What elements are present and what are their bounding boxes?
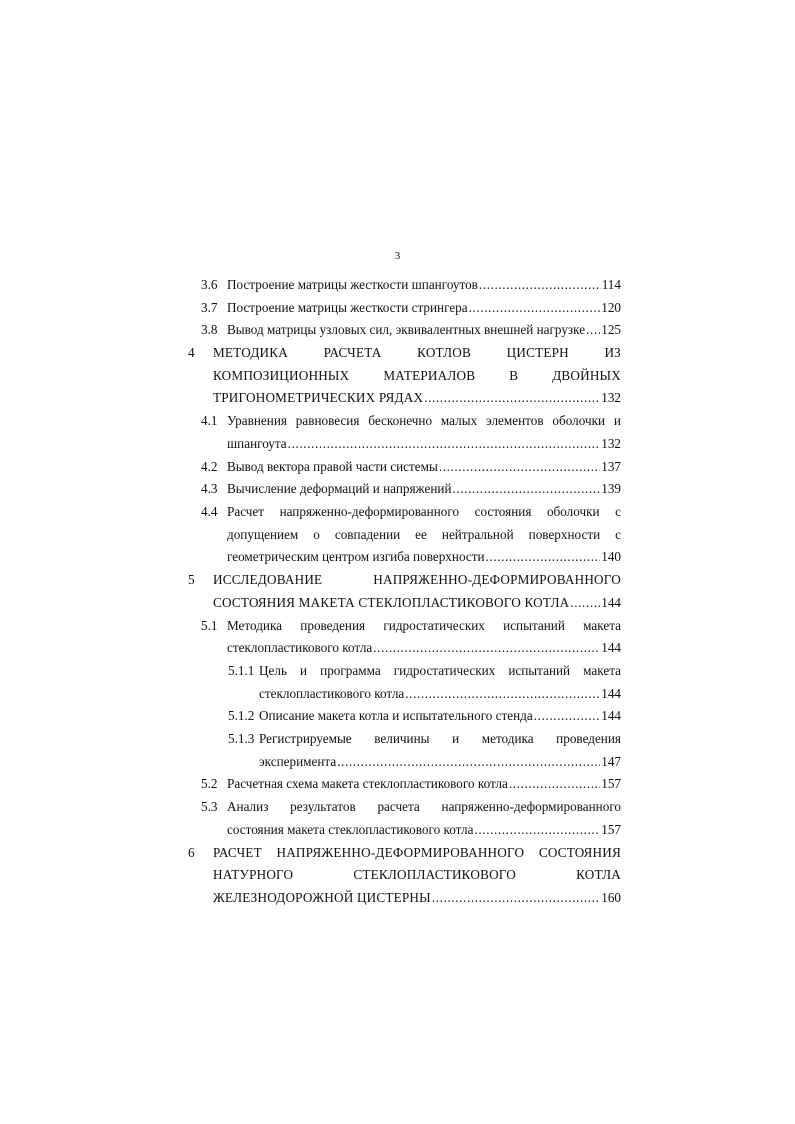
toc-entry-page: 120 bbox=[601, 299, 621, 315]
dot-leader bbox=[424, 387, 600, 410]
page-number: 3 bbox=[394, 250, 401, 262]
toc-entry-number: 4.4 bbox=[201, 504, 218, 519]
toc-entry-page: 157 bbox=[601, 776, 621, 792]
toc-entry-title-line: ЖЕЛЕЗНОДОРОЖНОЙ ЦИСТЕРНЫ bbox=[213, 889, 431, 905]
toc-entry-last-line bbox=[227, 478, 621, 501]
toc-entry-number: 4.1 bbox=[201, 413, 218, 429]
toc-entry-number: 5 bbox=[188, 572, 195, 588]
dot-leader bbox=[486, 546, 601, 569]
toc-entry-title-line: стеклопластикового котла bbox=[259, 685, 405, 701]
toc-entry-title-line: Методика проведения гидростатических испытаний макета bbox=[227, 617, 621, 633]
toc-entry-page: 140 bbox=[601, 549, 621, 565]
toc-entry-page: 144 bbox=[601, 594, 621, 610]
toc-entry-page: 144 bbox=[601, 685, 621, 701]
toc-entry-title-line: шпангоута bbox=[227, 435, 287, 451]
toc-entry[interactable] bbox=[0, 728, 795, 773]
toc-entry[interactable] bbox=[0, 501, 795, 569]
toc-entry-last-line bbox=[227, 546, 621, 569]
toc-entry-number: 5.1 bbox=[201, 617, 218, 633]
toc-entry-number: 3.7 bbox=[201, 299, 218, 315]
toc-entry-page: 114 bbox=[601, 277, 621, 292]
toc-entry-page: 137 bbox=[601, 458, 621, 474]
toc-entry-number: 5.2 bbox=[201, 776, 218, 792]
toc-entry-number: 5.1.3 bbox=[228, 731, 255, 746]
toc-entry[interactable] bbox=[0, 796, 795, 841]
toc-entry[interactable] bbox=[0, 615, 795, 660]
dot-leader bbox=[469, 297, 601, 320]
toc-entry-number: 4.2 bbox=[201, 458, 218, 474]
toc-entry-number: 5.1.1 bbox=[228, 662, 255, 678]
dot-leader bbox=[453, 478, 601, 501]
toc-entry-last-line bbox=[213, 887, 621, 910]
toc-entry-title-line: Регистрируемые величины и методика проведения bbox=[259, 731, 621, 746]
toc-entry-last-line bbox=[213, 387, 621, 410]
dot-leader bbox=[509, 773, 600, 796]
toc-entry-title-line: эксперимента bbox=[259, 753, 337, 769]
toc-entry-last-line bbox=[227, 637, 621, 660]
toc-entry-title-line: геометрическим центром изгиба поверхности bbox=[227, 549, 485, 565]
toc-entry[interactable] bbox=[0, 705, 795, 728]
dot-leader bbox=[534, 705, 600, 728]
toc-entry[interactable] bbox=[0, 297, 795, 320]
toc-entry-page: 125 bbox=[601, 322, 621, 338]
toc-entry-page: 160 bbox=[601, 889, 621, 905]
toc-entry-title-line: состояния макета стеклопластикового котла bbox=[227, 821, 474, 837]
toc-entry-title-line: НАТУРНОГО СТЕКЛОПЛАСТИКОВОГО КОТЛА bbox=[213, 867, 621, 883]
toc-entry[interactable] bbox=[0, 319, 795, 342]
toc-entry-title-line: ТРИГОНОМЕТРИЧЕСКИХ РЯДАХ bbox=[213, 390, 424, 406]
toc-entry[interactable] bbox=[0, 342, 795, 410]
toc-entry-title-line: КОМПОЗИЦИОННЫХ МАТЕРИАЛОВ В ДВОЙНЫХ bbox=[213, 367, 621, 383]
toc-entry-title-line: допущением о совпадении ее нейтральной поверхности с bbox=[227, 526, 621, 542]
toc-entry-last-line bbox=[227, 433, 621, 456]
toc-entry-title-line: СОСТОЯНИЯ МАКЕТА СТЕКЛОПЛАСТИКОВОГО КОТЛА bbox=[213, 594, 570, 610]
dot-leader bbox=[373, 637, 600, 660]
toc-entry-title-line: Анализ результатов расчета напряженно-деформированного bbox=[227, 799, 621, 815]
toc-entry-title-line: Построение матрицы жесткости стрингера bbox=[227, 299, 468, 315]
toc-entry-page: 144 bbox=[601, 640, 621, 656]
toc-entry[interactable] bbox=[0, 773, 795, 796]
toc-entry-page: 157 bbox=[601, 821, 621, 837]
toc-entry-page: 132 bbox=[601, 390, 621, 406]
toc-entry-title-line: Описание макета котла и испытательного стенда bbox=[259, 708, 533, 724]
dot-leader bbox=[405, 683, 600, 706]
toc-entry-last-line bbox=[227, 773, 621, 796]
toc-entry-last-line bbox=[227, 319, 621, 342]
toc-entry-last-line bbox=[227, 456, 621, 479]
toc-entry-number: 5.3 bbox=[201, 799, 218, 815]
toc-entry[interactable] bbox=[0, 842, 795, 910]
toc-entry-last-line bbox=[259, 705, 621, 728]
toc-entry[interactable] bbox=[0, 410, 795, 455]
toc-entry-number: 5.1.2 bbox=[228, 708, 255, 724]
toc-entry-number: 6 bbox=[188, 844, 195, 860]
toc-entry-last-line bbox=[227, 274, 621, 297]
dot-leader bbox=[432, 887, 600, 910]
toc-entry-last-line bbox=[259, 683, 621, 706]
toc-entry[interactable] bbox=[0, 274, 795, 297]
toc-entry[interactable] bbox=[0, 478, 795, 501]
toc-entry-title-line: Вычисление деформаций и напряжений bbox=[227, 481, 452, 497]
toc-entry-title-line: Уравнения равновесия бесконечно малых элементов оболочки и bbox=[227, 413, 621, 429]
toc-entry-last-line bbox=[259, 751, 621, 774]
toc-entry-title-line: ИССЛЕДОВАНИЕ НАПРЯЖЕННО-ДЕФОРМИРОВАННОГО bbox=[213, 572, 621, 588]
toc-entry-number: 4 bbox=[188, 345, 195, 361]
toc-entry-number: 3.8 bbox=[201, 322, 218, 338]
dot-leader bbox=[475, 819, 601, 842]
toc-entry[interactable] bbox=[0, 569, 795, 614]
toc-entry-title-line: стеклопластикового котла bbox=[227, 640, 373, 656]
toc-entry-number: 4.3 bbox=[201, 481, 218, 497]
toc-entry-title-line: МЕТОДИКА РАСЧЕТА КОТЛОВ ЦИСТЕРН ИЗ bbox=[213, 345, 621, 361]
toc-entry-page: 144 bbox=[601, 708, 621, 724]
dot-leader bbox=[288, 433, 601, 456]
toc-entry[interactable] bbox=[0, 456, 795, 479]
dot-leader bbox=[479, 274, 601, 297]
toc-entry-last-line bbox=[227, 297, 621, 320]
toc-entry-title-line: Вывод матрицы узловых сил, эквивалентных внешней нагрузке bbox=[227, 322, 586, 338]
toc-entry-title-line: Построение матрицы жесткости шпангоутов bbox=[227, 277, 478, 292]
toc-entry-title-line: РАСЧЕТ НАПРЯЖЕННО-ДЕФОРМИРОВАННОГО СОСТОЯНИЯ bbox=[213, 844, 621, 860]
toc-entry[interactable] bbox=[0, 660, 795, 705]
toc-entry-page: 139 bbox=[601, 481, 621, 497]
toc-entry-page: 132 bbox=[601, 435, 621, 451]
dot-leader bbox=[439, 456, 600, 479]
toc-entry-number: 3.6 bbox=[201, 277, 218, 292]
dot-leader bbox=[586, 319, 600, 342]
toc-entry-last-line bbox=[213, 592, 621, 615]
toc-entry-title-line: Вывод вектора правой части системы bbox=[227, 458, 438, 474]
toc-entry-title-line: Расчет напряженно-деформированного состояния оболочки с bbox=[227, 504, 621, 519]
toc-entry-page: 147 bbox=[601, 753, 621, 769]
toc-entry-last-line bbox=[227, 819, 621, 842]
toc-entry-title-line: Расчетная схема макета стеклопластикового котла bbox=[227, 776, 508, 792]
dot-leader bbox=[337, 751, 600, 774]
toc-entry-title-line: Цель и программа гидростатических испытаний макета bbox=[259, 662, 621, 678]
dot-leader bbox=[570, 592, 600, 615]
